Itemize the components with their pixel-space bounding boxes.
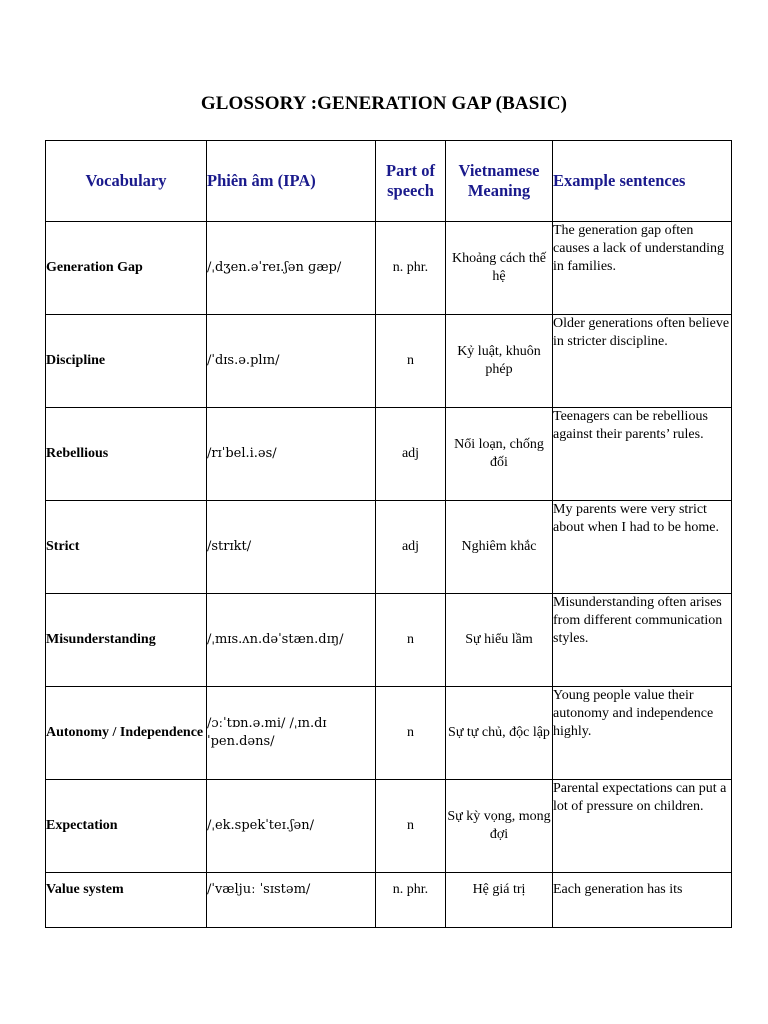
part-of-speech: n: [376, 594, 446, 687]
table-row: [46, 687, 732, 780]
vietnamese-meaning: Kỷ luật, khuôn phép: [446, 315, 553, 408]
ipa-transcription: /strɪkt/: [207, 501, 376, 594]
header-example-sentences: Example sentences: [553, 141, 732, 222]
table-row: [46, 501, 732, 594]
part-of-speech: n: [376, 687, 446, 780]
header-part-of-speech: Part of speech: [376, 141, 446, 222]
header-vietnamese-meaning: Vietnamese Meaning: [446, 141, 553, 222]
ipa-transcription: /ˌmɪs.ʌn.dəˈstæn.dɪŋ/: [207, 594, 376, 687]
vocabulary-word: Rebellious: [46, 408, 207, 501]
example-sentence: Each generation has its: [553, 873, 732, 928]
vocabulary-word: Generation Gap: [46, 222, 207, 315]
header-vocabulary: Vocabulary: [46, 141, 207, 222]
vietnamese-meaning: Sự hiểu lầm: [446, 594, 553, 687]
table-header-row: [46, 141, 732, 222]
part-of-speech: n: [376, 315, 446, 408]
part-of-speech: adj: [376, 408, 446, 501]
vocabulary-word: Strict: [46, 501, 207, 594]
document-title: GLOSSORY :GENERATION GAP (BASIC): [200, 93, 568, 114]
vietnamese-meaning: Sự kỳ vọng, mong đợi: [446, 780, 553, 873]
table-row: [46, 873, 732, 928]
vietnamese-meaning: Nổi loạn, chống đối: [446, 408, 553, 501]
part-of-speech: n. phr.: [376, 222, 446, 315]
vocabulary-word: Autonomy / Independence: [46, 687, 207, 780]
vocabulary-word: Value system: [46, 873, 207, 928]
part-of-speech: n. phr.: [376, 873, 446, 928]
table-row: [46, 408, 732, 501]
vietnamese-meaning: Nghiêm khắc: [446, 501, 553, 594]
vietnamese-meaning: Hệ giá trị: [446, 873, 553, 928]
table-row: [46, 315, 732, 408]
ipa-transcription: /ɔːˈtɒn.ə.mi/ /ˌɪn.dɪˈpen.dəns/: [207, 687, 376, 780]
example-sentence: Teenagers can be rebellious against their parents’ rules.: [553, 408, 732, 501]
example-sentence: Older generations often believe in stricter discipline.: [553, 315, 732, 408]
example-sentence: Misunderstanding often arises from different communication styles.: [553, 594, 732, 687]
vocabulary-word: Expectation: [46, 780, 207, 873]
vietnamese-meaning: Khoảng cách thế hệ: [446, 222, 553, 315]
vocabulary-word: Discipline: [46, 315, 207, 408]
example-sentence: Parental expectations can put a lot of pressure on children.: [553, 780, 732, 873]
table-row: [46, 594, 732, 687]
ipa-transcription: /ˌek.spekˈteɪ.ʃən/: [207, 780, 376, 873]
vietnamese-meaning: Sự tự chủ, độc lập: [446, 687, 553, 780]
part-of-speech: n: [376, 780, 446, 873]
part-of-speech: adj: [376, 501, 446, 594]
ipa-transcription: /ˈdɪs.ə.plɪn/: [207, 315, 376, 408]
example-sentence: My parents were very strict about when I had to be home.: [553, 501, 732, 594]
glossary-table: [45, 140, 732, 928]
ipa-transcription: /ˌdʒen.əˈreɪ.ʃən ɡæp/: [207, 222, 376, 315]
example-sentence: The generation gap often causes a lack of understanding in families.: [553, 222, 732, 315]
vocabulary-word: Misunderstanding: [46, 594, 207, 687]
example-sentence: Young people value their autonomy and independence highly.: [553, 687, 732, 780]
table-row: [46, 222, 732, 315]
ipa-transcription: /rɪˈbel.i.əs/: [207, 408, 376, 501]
table-row: [46, 780, 732, 873]
ipa-transcription: /ˈvæljuː ˈsɪstəm/: [207, 873, 376, 928]
header-ipa: Phiên âm (IPA): [207, 141, 376, 222]
